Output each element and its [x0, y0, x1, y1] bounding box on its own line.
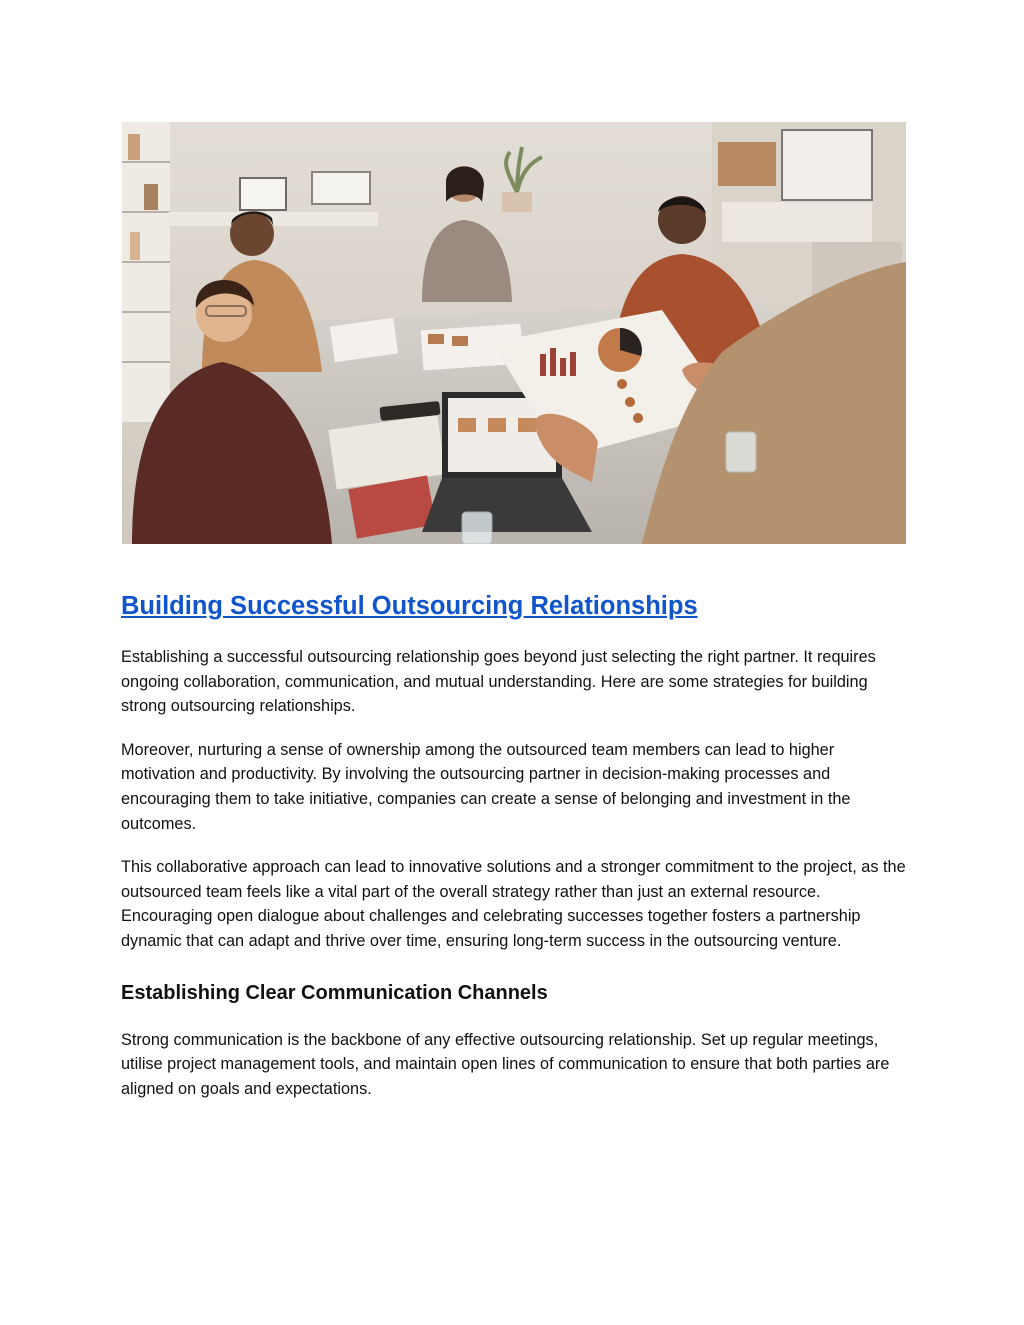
article-title-link[interactable]: Building Successful Outsourcing Relationships	[121, 592, 698, 620]
meeting-illustration	[122, 122, 906, 544]
paragraph-communication: Strong communication is the backbone of any effective outsourcing relationship. Set up regular meetings, utilise project management tools, and maintain open lines of communication to ensure that both parties are aligned on goals and expectations.	[121, 1030, 890, 1098]
meeting-photo	[122, 122, 906, 544]
paragraph-ownership: Moreover, nurturing a sense of ownership among the outsourced team members can lead to higher motivation and productivity. By involving the outsourcing partner in decision-making processes and encouraging them to take initiative, companies can create a sense of belonging and investment in the outcomes.	[121, 740, 851, 833]
section-heading: Establishing Clear Communication Channels	[121, 981, 548, 1004]
paragraph-intro: Establishing a successful outsourcing relationship goes beyond just selecting the right partner. It requires ongoing collaboration, communication, and mutual understanding. Here are some strategies for building strong outsourcing relationships.	[121, 648, 876, 716]
article	[121, 588, 911, 1101]
paragraph-collaboration: This collaborative approach can lead to innovative solutions and a stronger commitment to the project, as the outsourced team feels like a vital part of the overall strategy rather than just an external resource. Encouraging open dialogue about challenges and celebrating successes together fosters a partnership dynamic that can adapt and thrive over time, ensuring long-term success in the outsourcing venture.	[121, 858, 906, 950]
